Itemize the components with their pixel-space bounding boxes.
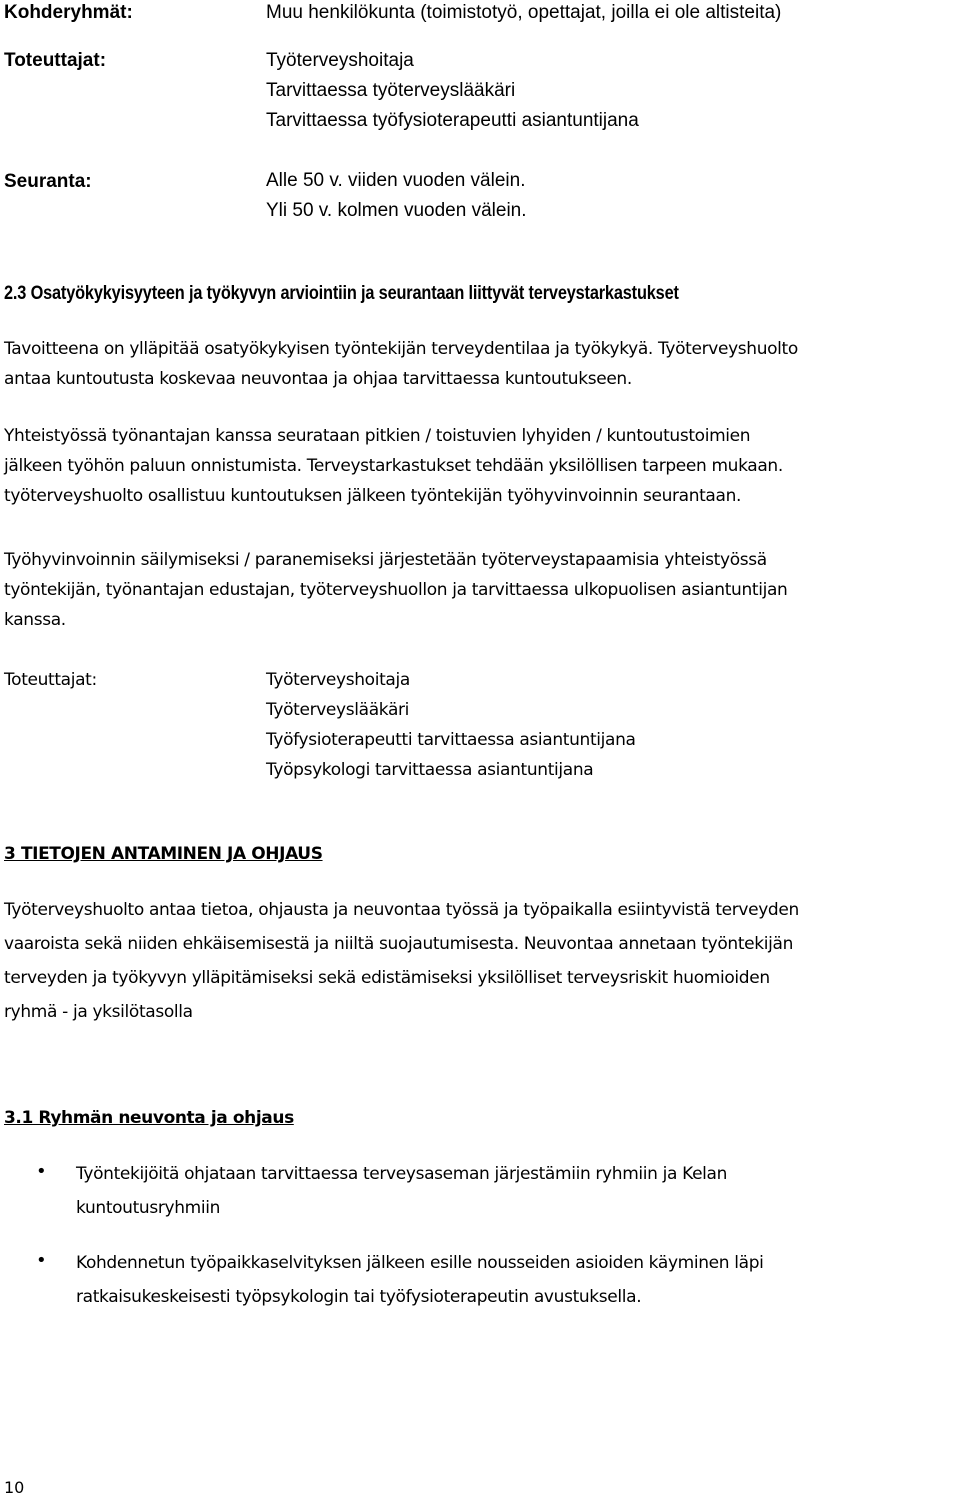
toteuttajat-label-top: Toteuttajat: (4, 50, 107, 71)
list-item: Työntekijöitä ohjataan tarvittaessa terveysaseman järjestämiin ryhmiin ja Kelan kuntoutusryhmiin (76, 1164, 728, 1218)
bullet-icon: • (36, 1161, 47, 1182)
seuranta-item: Yli 50 v. kolmen vuoden välein. (266, 200, 527, 221)
toteuttajat-label-2-3: Toteuttajat: (4, 670, 97, 690)
section-2-3-para-3: Työhyvinvoinnin säilymiseksi / paranemiseksi järjestetään työterveystapaamisia yhteistyössä työntekijän, työnantajan edustajan, työterveyshuollon ja tarvittaessa ulkopuolisen asiantuntijan kanssa. (4, 550, 788, 630)
toteuttaja-item: Tarvittaessa työterveyslääkäri (266, 80, 516, 101)
section-3-1-heading: 3.1 Ryhmän neuvonta ja ohjaus (4, 1108, 294, 1128)
kohderyhmat-value: Muu henkilökunta (toimistotyö, opettajat, joilla ei ole altisteita) (266, 2, 782, 23)
toteuttaja-item: Työterveyshoitaja (266, 670, 410, 690)
toteuttajat-list-top (266, 46, 639, 136)
section-3-para: Työterveyshuolto antaa tietoa, ohjausta ja neuvontaa työssä ja työpaikalla esiintyvistä terveyden vaaroista sekä niiden ehkäisemisestä ja niiltä suojautumisesta. Neuvontaa annetaan työntekijän terveyden ja työkyvyn ylläpitämiseksi sekä edistämiseksi yksilölliset terveysriskit huomioiden ryhmä - ja yksilötasolla (4, 900, 799, 1022)
list-item: Kohdennetun työpaikkaselvityksen jälkeen esille nousseiden asioiden käyminen läpi ratkaisukeskeisesti työpsykologin tai työfysioterapeutin avustuksella. (76, 1253, 764, 1307)
section-2-3-para-2: Yhteistyössä työnantajan kanssa seurataan pitkien / toistuvien lyhyiden / kuntoutustoimien jälkeen työhön paluun onnistumista. Terveystarkastukset tehdään yksilöllisen tarpeen mukaan. työterveyshuolto osallistuu kuntoutuksen jälkeen työntekijän työhyvinvoinnin seurantaan. (4, 426, 783, 506)
toteuttaja-item: Työpsykologi tarvittaessa asiantuntijana (266, 760, 594, 780)
toteuttaja-item: Työfysioterapeutti tarvittaessa asiantuntijana (266, 730, 636, 750)
seuranta-list (266, 166, 527, 226)
section-3-heading: 3 TIETOJEN ANTAMINEN JA OHJAUS (4, 844, 323, 864)
toteuttajat-list-2-3 (266, 665, 636, 785)
seuranta-label: Seuranta: (4, 171, 92, 192)
page-number: 10 (4, 1478, 25, 1497)
kohderyhmat-label: Kohderyhmät: (4, 2, 133, 23)
bullet-icon: • (36, 1250, 47, 1271)
toteuttaja-item: Tarvittaessa työfysioterapeutti asiantuntijana (266, 110, 639, 131)
section-2-3-heading: 2.3 Osatyökykyisyyteen ja työkyvyn arviointiin ja seurantaan liittyvät terveystarkastukset (4, 283, 679, 304)
toteuttaja-item: Työterveyshoitaja (266, 50, 414, 71)
toteuttaja-item: Työterveyslääkäri (266, 700, 410, 720)
seuranta-item: Alle 50 v. viiden vuoden välein. (266, 170, 526, 191)
section-2-3-para-1: Tavoitteena on ylläpitää osatyökykyisen työntekijän terveydentilaa ja työkykyä. Työterveyshuolto antaa kuntoutusta koskevaa neuvontaa ja ohjaa tarvittaessa kuntoutukseen. (4, 339, 798, 389)
